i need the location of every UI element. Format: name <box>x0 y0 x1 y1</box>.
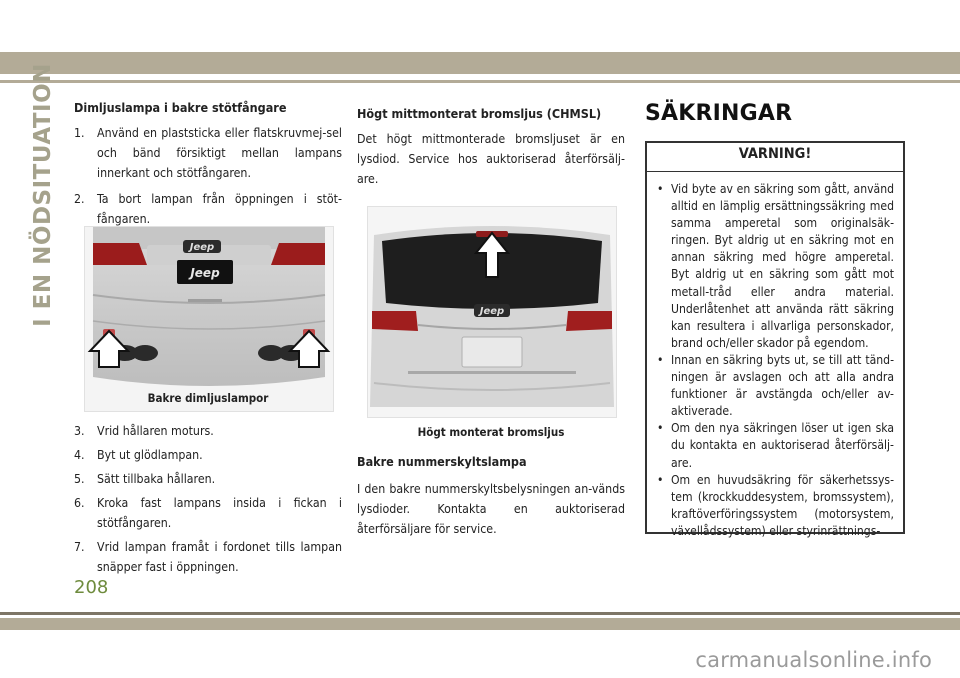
right-tail-light <box>566 311 612 331</box>
watermark: carmanualsonline.info <box>695 648 932 672</box>
section-heading-plate-lamp: Bakre nummerskyltslampa <box>357 454 527 469</box>
list-item-text: Vrid lampan framåt i fordonet tills lampan snäpper fast i öppningen. <box>97 540 342 574</box>
header-rule <box>0 80 960 83</box>
list-item: 2. Ta bort lampan från öppningen i stöt-fångaren. <box>74 192 342 226</box>
list-item: 4. Byt ut glödlampan. <box>74 448 203 462</box>
jeep-badge <box>474 304 510 317</box>
paragraph: Det högt mittmonterade bromsljuset är en lysdiod. Service hos auktoriserad återförsälj-are. <box>357 132 625 186</box>
list-item: • Om den nya säkringen löser ut igen ska du kontakta en auktoriserad återförsälj-are. <box>657 421 894 470</box>
list-item: 5. Sätt tillbaka hållaren. <box>74 472 216 486</box>
license-plate-area <box>462 337 522 367</box>
list-item: • Innan en säkring byts ut, se till att tänd-ningen är avslagen och att alla andra funktioner är avstängda och/eller av-aktiverade. <box>657 352 894 419</box>
figure-rear-fog-lamps <box>84 226 334 412</box>
side-tab <box>24 63 62 327</box>
license-plate <box>177 260 233 284</box>
warning-box <box>645 141 905 538</box>
list-item-text: Vid byte av en säkring som gått, använd alltid en lämplig ersättningssäkring med samma amperetal som originalsäk-ringen. Byt aldrig ut en säkring mot en annan säkring med högre amperetal. Byt aldrig ut en säkring som gått mot metall-tråd eller andra material. Underlåtenhet att använda rätt säkring kan resultera i allvarliga personskador, brand och/eller skador på egendom. <box>671 182 894 350</box>
left-tail-light <box>372 311 418 331</box>
liftgate-illustration <box>368 207 616 417</box>
list-item-text: Om en huvudsäkring för säkerhetssys-tem (krockkuddesystem, bromssystem), kraftöverföringssystem (motorsystem, växellådssystem) eller styrinrättnings- <box>671 472 894 538</box>
list-item: 3. Vrid hållaren moturs. <box>74 424 214 438</box>
list-item: • Vid byte av en säkring som gått, använd alltid en lämplig ersättningssäkring med samma amperetal som originalsäk-ringen. Byt aldrig ut en säkring mot en annan säkring med högre amperetal. Byt aldrig ut en säkring som gått mot metall-tråd eller andra material. Underlåtenhet att använda rätt säkring kan resultera i allvarliga personskador, brand och/eller skador på egendom. <box>657 182 894 350</box>
footer-rule <box>0 612 960 615</box>
figure-high-brake-light <box>367 206 617 418</box>
warning-title: VARNING! <box>738 146 812 162</box>
warning-list <box>647 172 903 540</box>
svg-text:Jeep: Jeep <box>190 266 220 280</box>
svg-text:Jeep: Jeep <box>479 306 505 317</box>
section-heading-chmsl: Högt mittmonterat bromsljus (CHMSL) <box>357 106 602 121</box>
list-item: 1. Använd en plaststicka eller flatskruvmej-sel och bänd försiktigt mellan lampans innerkant och stötfångaren. <box>74 126 342 180</box>
figure-caption: Högt monterat bromsljus <box>417 425 565 439</box>
list-item-text: Innan en säkring byts ut, se till att tänd-ningen är avslagen och att alla andra funktioner är avstängda och/eller av-aktiverade. <box>671 352 894 419</box>
right-tail-light <box>271 243 325 265</box>
list-item-text: Vrid hållaren moturs. <box>97 424 214 438</box>
paragraph: I den bakre nummerskyltsbelysningen an-vänds lysdioder. Kontakta en auktoriserad återförsäljare för service. <box>357 482 625 536</box>
list-item: 6. Kroka fast lampans insida i fickan i stötfångaren. <box>74 496 342 530</box>
header-band <box>0 52 960 74</box>
page-title: SÄKRINGAR <box>645 101 793 126</box>
svg-text:Jeep: Jeep <box>189 242 215 253</box>
rear-bumper-illustration <box>85 227 333 411</box>
figure-caption: Bakre dimljuslampor <box>147 391 269 405</box>
left-column <box>74 96 342 574</box>
section-heading-fog-lamp: Dimljuslampa i bakre stötfångare <box>74 100 287 115</box>
page-number: 208 <box>74 577 109 598</box>
list-item: • Om en huvudsäkring för säkerhetssys-tem (krockkuddesystem, bromssystem), kraftöverföringssystem (motorsystem, växellådssystem) eller styrinrättnings- <box>657 472 894 538</box>
list-item-text: Om den nya säkringen löser ut igen ska du kontakta en auktoriserad återförsälj-are. <box>671 421 894 470</box>
list-item-text: Använd en plaststicka eller flatskruvmej-sel och bänd försiktigt mellan lampans innerkant och stötfångaren. <box>97 126 342 180</box>
list-item-text: Sätt tillbaka hållaren. <box>97 472 216 486</box>
side-tab-label: I EN NÖDSITUATION <box>30 63 56 327</box>
steps-list-a <box>74 123 342 229</box>
list-item-text: Byt ut glödlampan. <box>97 448 203 462</box>
list-item-text: Kroka fast lampans insida i fickan i stötfångaren. <box>97 496 342 530</box>
footer-band <box>0 618 960 630</box>
left-tail-light <box>93 243 147 265</box>
jeep-badge <box>183 240 221 253</box>
list-item: 7. Vrid lampan framåt i fordonet tills lampan snäpper fast i öppningen. <box>74 540 342 574</box>
list-item-text: Ta bort lampan från öppningen i stöt-fångaren. <box>97 192 342 226</box>
middle-column <box>357 96 625 536</box>
steps-list-b <box>74 421 342 577</box>
